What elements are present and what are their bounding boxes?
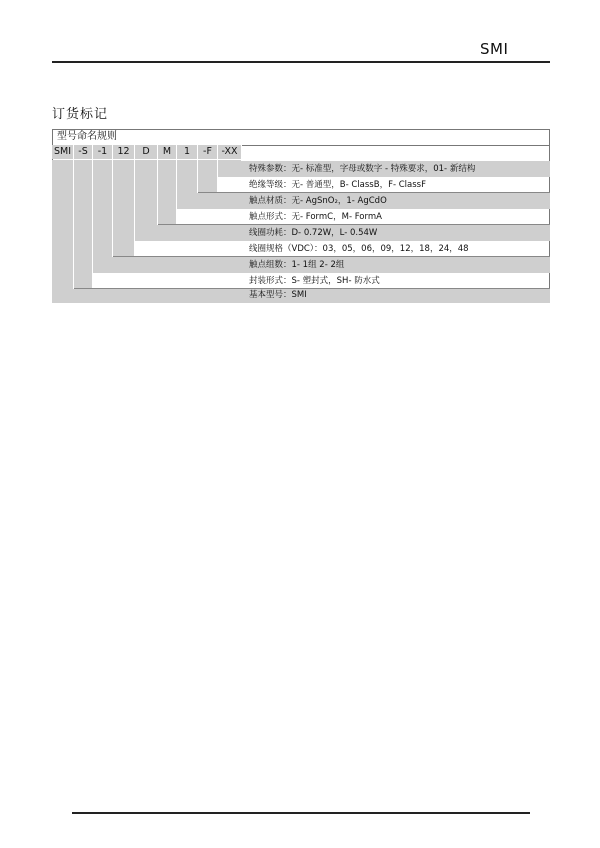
row-contact-form-label: 触点形式：无- FormC，M- FormA: [249, 212, 382, 222]
bracket-bar-insulation: [198, 160, 217, 193]
code-cell-contact-material: 1: [177, 145, 198, 159]
footer-rule: [72, 812, 530, 814]
bracket-bar-coil-voltage: [113, 160, 134, 257]
row-special-params-label: 特殊参数：无- 标准型，字母或数字 - 特殊要求，01- 新结构: [249, 164, 476, 174]
code-cell-contact-form: M: [158, 145, 177, 159]
bracket-bar-package: [74, 160, 92, 289]
code-cell-contact-groups: -1: [93, 145, 113, 159]
model-naming-table: [52, 129, 550, 303]
code-cell-special: -XX: [218, 145, 242, 159]
table-title-row: [52, 129, 550, 146]
page-header-title: SMI: [480, 40, 509, 58]
row-base-model-label: 基本型号：SMI: [249, 290, 307, 300]
code-cell-base: SMI: [52, 145, 74, 159]
row-coil-voltage-label: 线圈规格（VDC）：03，05，06，09，12，18，24，48: [249, 244, 469, 254]
row-contact-groups-label: 触点组数：1- 1组 2- 2组: [249, 260, 345, 270]
code-cell-coil-power: D: [135, 145, 158, 159]
row-package-label: 封装形式：S- 塑封式，SH- 防水式: [249, 276, 380, 286]
bracket-bar-contact-form: [158, 160, 176, 225]
bracket-bar-base: [52, 160, 73, 301]
section-title: 订货标记: [52, 107, 109, 122]
table-title: 型号命名规则: [57, 131, 117, 142]
code-cell-package: -S: [74, 145, 93, 159]
code-cell-coil-voltage: 12: [113, 145, 135, 159]
row-coil-power-label: 线圈功耗：D- 0.72W，L- 0.54W: [249, 228, 378, 238]
code-row: [52, 145, 550, 160]
row-insulation-label: 绝缘等级：无- 普通型，B- ClassB，F- ClassF: [249, 180, 426, 190]
row-contact-material-label: 触点材质：无- AgSnO₂，1- AgCdO: [249, 196, 387, 206]
header-rule: [52, 61, 550, 63]
code-cell-insulation: -F: [198, 145, 218, 159]
